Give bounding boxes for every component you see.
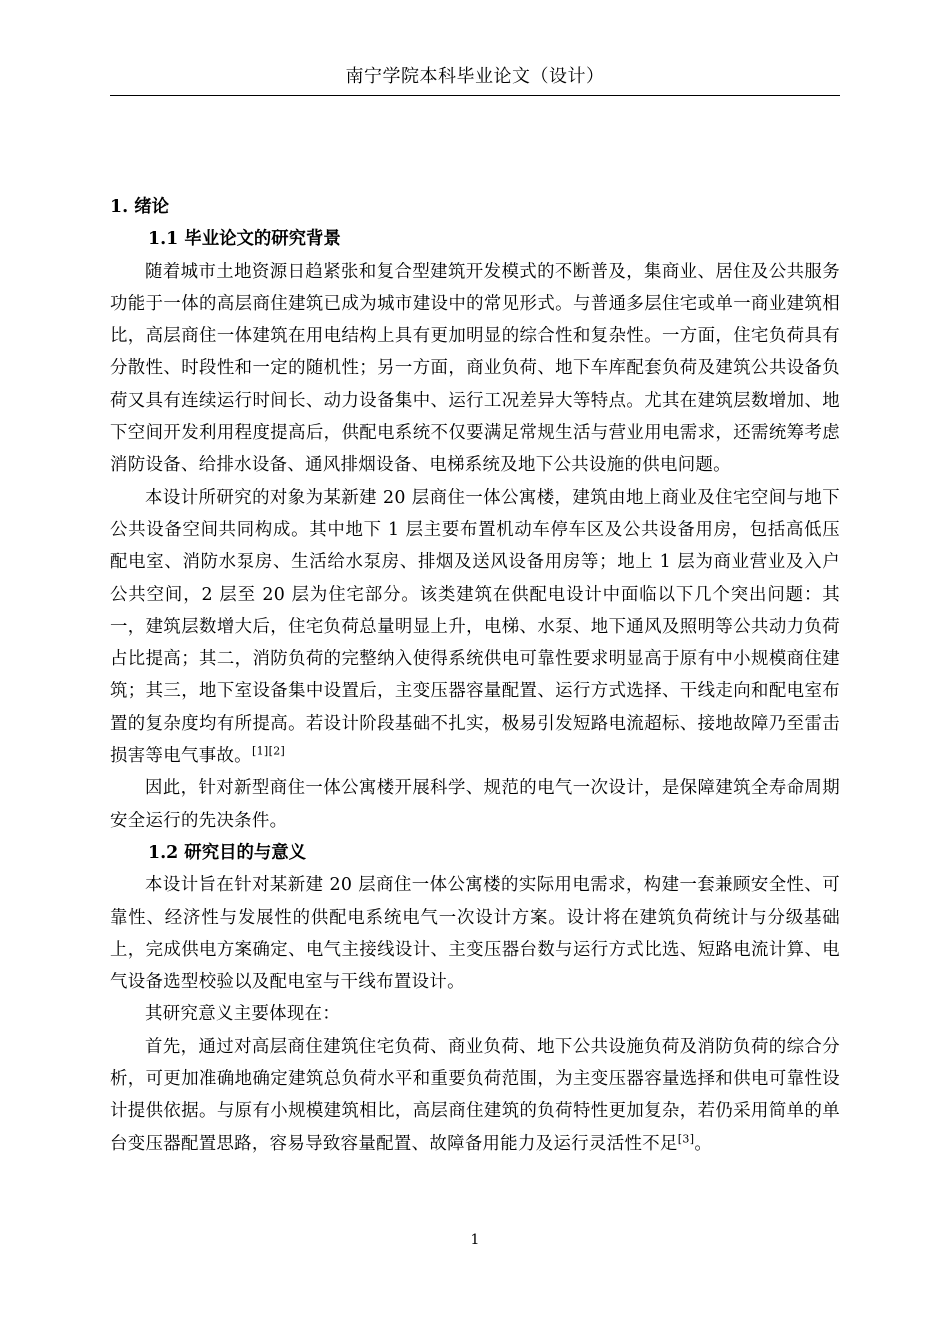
section-1-1-heading: 1.1 毕业论文的研究背景 (148, 229, 341, 250)
section-1-heading: 1. 绪论 (110, 197, 169, 217)
page-header (110, 64, 840, 96)
citation-1-2: [1][2] (251, 744, 286, 758)
citation-3: [3] (677, 1132, 695, 1146)
paragraph-purpose-1: 本设计旨在针对某新建 20 层商住一体公寓楼的实际用电需求，构建一套兼顾安全性、可靠性、经济性与发展性的供配电系统电气一次设计方案。设计将在建筑负荷统计与分级基础上，完成供电方案确定、电气主接线设计、主变压器台数与运行方式比选、短路电流计算、电气设备选型校验以及配电室与干线布置设计。 (110, 875, 840, 993)
paragraph-purpose-3-tail: 。 (694, 1133, 713, 1154)
paragraph-purpose-3 (110, 1031, 840, 1160)
page-number: 1 (470, 1232, 480, 1248)
section-1-2-heading: 1.2 研究目的与意义 (148, 842, 307, 863)
paragraph-background-1: 随着城市土地资源日趋紧张和复合型建筑开发模式的不断普及，集商业、居住及公共服务功能于一体的高层商住建筑已成为城市建设中的常见形式。与普通多层住宅或单一商业建筑相比，高层商住一体建筑在用电结构上具有更加明显的综合性和复杂性。一方面，住宅负荷具有分散性、时段性和一定的随机性；另一方面，商业负荷、地下车库配套负荷及建筑公共设备负荷又具有连续运行时间长、动力设备集中、运行工况差异大等特点。尤其在建筑层数增加、地下空间开发利用程度提高后，供配电系统不仅要满足常规生活与营业用电需求，还需统筹考虑消防设备、给排水设备、通风排烟设备、电梯系统及地下公共设施的供电问题。 (110, 261, 840, 476)
main-content (110, 191, 840, 1160)
header-title: 南宁学院本科毕业论文（设计） (345, 66, 605, 87)
paragraph-purpose-3-text: 首先，通过对高层商住建筑住宅负荷、商业负荷、地下公共设施负荷及消防负荷的综合分析，可更加准确地确定建筑总负荷水平和重要负荷范围，为主变压器容量选择和供电可靠性设计提供依据。与原有小规模建筑相比，高层商住建筑的负荷特性更加复杂，若仍采用简单的单台变压器配置思路，容易导致容量配置、故障备用能力及运行灵活性不足 (110, 1036, 840, 1154)
paragraph-purpose-2: 其研究意义主要体现在： (145, 1004, 341, 1025)
paragraph-background-2 (110, 482, 840, 773)
paragraph-background-3: 因此，针对新型商住一体公寓楼开展科学、规范的电气一次设计，是保障建筑全寿命周期安全运行的先决条件。 (110, 778, 840, 831)
paragraph-background-2-text: 本设计所研究的对象为某新建 20 层商住一体公寓楼，建筑由地上商业及住宅空间与地下公共设备空间共同构成。其中地下 1 层主要布置机动车停车区及公共设备用房，包括高低压配电室、消防水泵房、生活给水泵房、排烟及送风设备用房等；地上 1 层为商业营业及入户公共空间，2 层至 20 层为住宅部分。该类建筑在供配电设计中面临以下几个突出问题：其一，建筑层数增大后，住宅负荷总量明显上升，电梯、水泵、地下通风及照明等公共动力负荷占比提高；其二，消防负荷的完整纳入使得系统供电可靠性要求明显高于原有中小规模商住建筑；其三，地下室设备集中设置后，主变压器容量配置、运行方式选择、干线走向和配电室布置的复杂度均有所提高。若设计阶段基础不扎实，极易引发短路电流超标、接地故障乃至雷击损害等电气事故。 (110, 487, 840, 767)
